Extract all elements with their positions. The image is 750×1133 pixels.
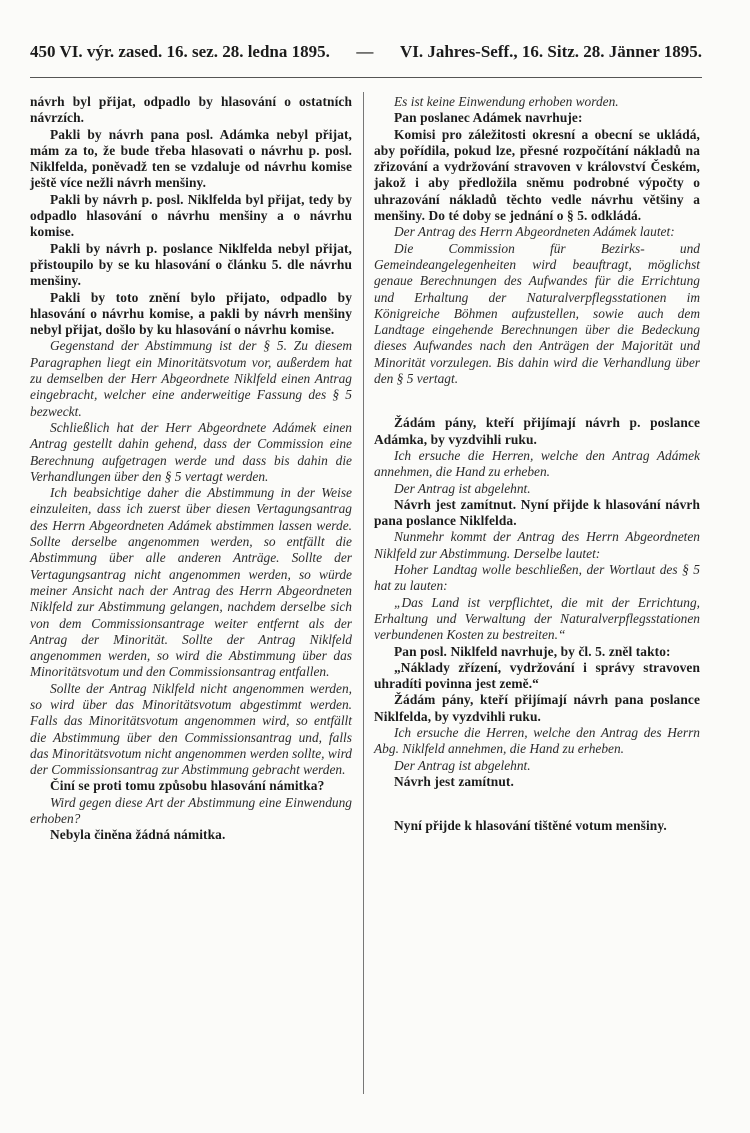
column-divider [363,92,364,1094]
german-paragraph: Hoher Landtag wolle beschließen, der Wortlaut des § 5 hat zu lauten: [374,562,700,594]
header-separator: — [356,42,374,61]
german-paragraph: Gegenstand der Abstimmung ist der § 5. Zu diesem Paragraphen liegt ein Minoritätsvotum vor, außerdem hat zu demselben der Herr Abgeordnete Niklfeld einen Antrag eingebracht, welcher eine anderweitige Fassung des § 5 bezweckt. [30,338,352,419]
header-german: VI. Jahres-Seff., 16. Sitz. 28. Jänner 1895. [399,42,702,61]
german-paragraph: Ich ersuche die Herren, welche den Antrag Adámek annehmen, die Hand zu erheben. [374,447,700,480]
czech-paragraph: Pakli by návrh p. poslance Niklfelda nebyl přijat, přistoupilo by se ku hlasování o článku 5. dle návrhu menšiny. [30,240,352,289]
german-paragraph: Ich beabsichtige daher die Abstimmung in der Weise einzuleiten, dass ich zuerst über diesen Vertagungsantrag des Herrn Abgeordneten Adámek abstimmen lassen werde. Sollte derselbe angenommen werden, so entfällt die Abstimmung über alle anderen Anträge. Sollte der Vertagungsantrag nicht angenommen werden, so würde meiner Ansicht nach der Antrag des Herrn Abgeordneten Niklfeld zur Abstimmung gelangen, nachdem derselbe sich von dem Commissionsantrage weiter entfernt als der Antrag der Minorität. Sollte der Antrag Niklfeld angenommen werden, so wird die Abstimmung über das Minoritätsvotum und den Commissionsantrag entfallen. [30,485,352,680]
czech-paragraph: Nyní přijde k hlasování tištěné votum menšiny. [394,818,667,834]
left-column [30,94,352,844]
czech-paragraph: Pan posl. Niklfeld navrhuje, by čl. 5. zněl takto: [394,643,671,659]
czech-paragraph: Žádám pány, kteří přijímají návrh p. poslance Adámka, by vyzdvihli ruku. [374,415,700,447]
czech-paragraph: Návrh jest zamítnut. Nyní přijde k hlasování návrh pana poslance Niklfelda. [374,496,700,529]
czech-paragraph: Pakli by návrh pana posl. Adámka nebyl přijat, mám za to, že bude třeba hlasovati o návrhu p. posl. Niklfelda, poněvadž ten se vzdaluje od návrhu komise ještě více nežli návrh menšiny. [30,126,352,191]
german-paragraph: „Das Land ist verpflichtet, die mit der Errichtung, Erhaltung und Verwaltung der Naturalverpflegsstationen verbundenen Kosten zu bestreiten.“ [374,594,700,643]
header-czech: 450 VI. výr. zased. 16. sez. 28. ledna 1895. [30,42,330,61]
german-paragraph: Die Commission für Bezirks- und Gemeindeangelegenheiten wird beauftragt, möglichst genaue Berechnungen des Aufwandes für die Errichtung und Erhaltung der Naturalverpflegsstationen im Königreiche Böhmen aufzustellen, sowie auch dem Landtage eingehende Berechnungen über die Bedeckung dieses Aufwandes nach den Anträgen der Majorität und Minorität vorzulegen. Bis dahin wird die Verhandlung über den § 5 vertagt. [374,240,700,387]
german-paragraph: Ich ersuche die Herren, welche den Antrag des Herrn Abg. Niklfeld annehmen, die Hand zu erheben. [374,724,700,757]
czech-paragraph: Pakli by toto znění bylo přijato, odpadlo by hlasování o návrhu komise, a pakli by návrh menšiny nebyl přijat, došlo by ku hlasování o návrhu komise. [30,289,352,338]
czech-paragraph: Komisi pro záležitosti okresní a obecní se ukládá, aby pořídila, pokud lze, přesné rozpočítání nákladů na zřizování a vydržování stravoven v království Českém, jakož i aby předložila sněmu podrobné výpočty o uhrazování nákladů těchto vedle návrhu většiny a menšiny. Do té doby se jednání o § 5. odkládá. [374,126,700,224]
header-rule [30,77,702,78]
german-paragraph: Schließlich hat der Herr Abgeordnete Adámek einen Antrag gestellt dahin gehend, dass der Commission eine Berechnung aufgetragen werde und dass bis dahin die Verhandlungen über den § 5 vertagt werden. [30,419,352,484]
paragraph-gap [374,387,700,415]
right-column [374,94,700,834]
page-header [30,42,702,62]
german-paragraph: Es ist keine Einwendung erhoben worden. [394,94,619,109]
czech-paragraph: Činí se proti tomu způsobu hlasování námitka? [50,778,325,794]
german-paragraph: Sollte der Antrag Niklfeld nicht angenommen werden, so wird über das Minoritätsvotum abgestimmt werden. Falls das Minoritätsvotum angenommen wird, so entfällt die Abstimmung über den Commissionsantrag und, falls das Minoritätsvotum nicht angenommen werden sollte, wird der Commissionsantrag zur Abstimmung gebracht werden. [30,680,352,778]
german-paragraph: Der Antrag ist abgelehnt. [394,757,531,773]
paragraph-gap [374,790,700,818]
german-paragraph: Der Antrag ist abgelehnt. [394,480,531,496]
czech-paragraph: Pakli by návrh p. posl. Niklfelda byl přijat, tedy by odpadlo hlasování o návrhu menšiny a o návrhu komise. [30,191,352,240]
czech-paragraph: Žádám pány, kteří přijímají návrh pana poslance Niklfelda, by vyzdvihli ruku. [374,692,700,724]
czech-paragraph: Návrh jest zamítnut. [394,773,514,789]
czech-paragraph: Nebyla činěna žádná námitka. [50,827,226,843]
german-paragraph: Wird gegen diese Art der Abstimmung eine Einwendung erhoben? [30,794,352,827]
czech-paragraph: Pan poslanec Adámek navrhuje: [394,110,583,126]
czech-paragraph: „Náklady zřízení, vydržování i správy stravoven uhradíti povinna jest země.“ [374,659,700,692]
czech-paragraph: návrh byl přijat, odpadlo by hlasování o ostatních návrzích. [30,94,352,126]
german-paragraph: Der Antrag des Herrn Abgeordneten Adámek lautet: [394,224,675,240]
german-paragraph: Nunmehr kommt der Antrag des Herrn Abgeordneten Niklfeld zur Abstimmung. Derselbe lautet: [374,529,700,561]
